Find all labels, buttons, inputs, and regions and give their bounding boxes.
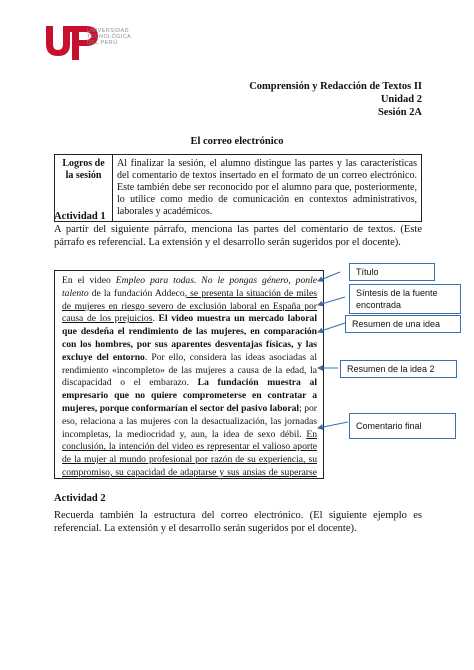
callout-resumen-1: Resumen de una idea [345, 315, 461, 333]
actividad-1-heading: Actividad 1 [54, 211, 106, 222]
excerpt-box [54, 270, 324, 479]
callout-resumen-2: Resumen de la idea 2 [340, 360, 457, 378]
callout-titulo: Título [349, 263, 435, 281]
callout-sintesis: Síntesis de la fuente encontrada [349, 284, 461, 314]
course-header [249, 80, 422, 119]
logros-text: Al finalizar la sesión, el alumno distingue las partes y las características del comentario de textos insertado en el formato de un correo electrónico. Este también debe ser reconocido por el alumno para que, posteriormente, lo utilice como medio de comunicación en contextos administrativos, laborales y académicos. [113, 155, 422, 222]
actividad-2-heading: Actividad 2 [54, 493, 106, 504]
unit-label: Unidad 2 [380, 94, 422, 105]
actividad-2-instructions: Recuerda también la estructura del correo electrónico. (El siguiente ejemplo es referencial. La extensión y el desarrollo serán sugeridos por el docente). [54, 510, 422, 534]
actividad-1-instructions: A partir del siguiente párrafo, menciona las partes del comentario de textos. (Este párrafo es referencial. La extensión y el desarrollo serán sugeridos por el docente). [54, 224, 422, 248]
logros-table [54, 154, 422, 222]
excerpt-text: En el video Empleo para todas. No le pongas género, ponle talento de la fundación Addeco, se presenta la situación de miles de mujeres en riesgo severo de exclusión laboral en España por causa de los prejuicios. El video muestra un mercado laboral que desdeña el rendimiento de las mujeres, en comparación con los hombres, por sus aparentes desventajas físicas, y las excluye del entorno. Por ello, considera las ideas asociadas al rendimiento «incompleto» de las mujeres a causa de la edad, la discapacidad o el embarazo. La fundación muestra al empresario que no quiere comprometerse en contratar a mujeres, porque conformarían el sector del pasivo laboral; por eso, relaciona a las mujeres con la desactualización, las jornadas incompletas, la mediocridad y, aun, la idea de sexo débil. En conclusión, la intención del video es representar el valioso aporte de la mujer al mundo profesional por razón de su experiencia, su compromiso, su capacidad de adaptarse y sus ansias de superarse [62, 275, 317, 478]
document-title: El correo electrónico [190, 136, 284, 147]
university-name: UNIVERSIDAD TECNOLÓGICA DEL PERÚ [87, 28, 132, 47]
course-name: Comprensión y Redacción de Textos II [249, 81, 422, 92]
session-label: Sesión 2A [377, 107, 422, 118]
logros-label: Logros de la sesión [55, 155, 113, 222]
callout-comentario: Comentario final [349, 413, 456, 439]
